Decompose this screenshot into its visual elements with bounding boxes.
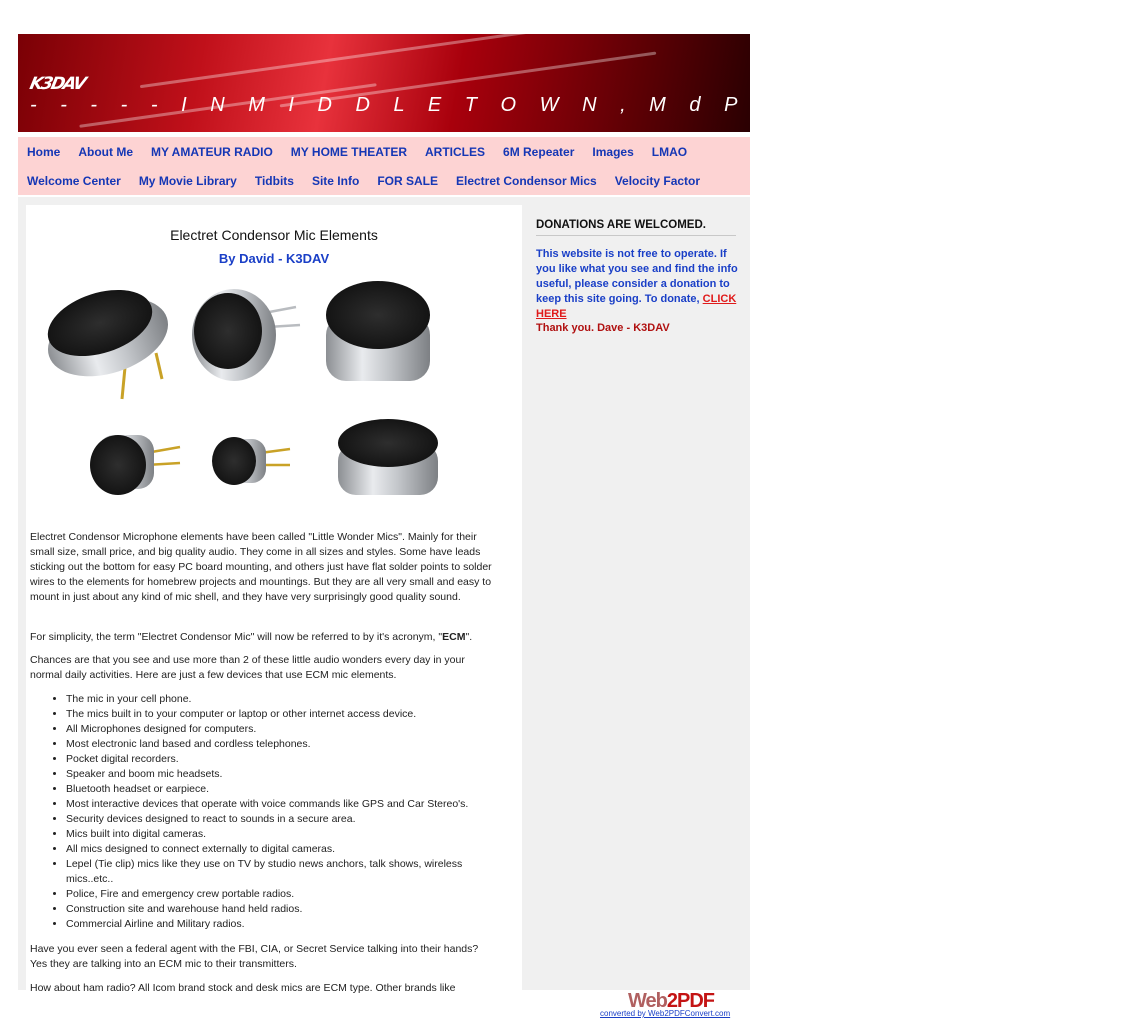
devices-intro-paragraph: Chances are that you see and use more than 2 of these little audio wonders every day in your normal daily activities. Here are just a few devices that use ECM mic elements. xyxy=(30,654,465,681)
list-item: • Pocket digital recorders. xyxy=(66,752,496,767)
nav-link-velocity-factor[interactable]: Velocity Factor xyxy=(614,173,701,188)
nav-link-site-info[interactable]: Site Info xyxy=(311,173,360,188)
nav-link-images[interactable]: Images xyxy=(592,144,634,159)
mic-elements-photo xyxy=(38,275,498,515)
list-item: • Construction site and warehouse hand held radios. xyxy=(66,902,496,917)
donations-heading: DONATIONS ARE WELCOMED. xyxy=(536,219,736,236)
sidebar xyxy=(536,205,748,990)
main-navigation xyxy=(18,137,750,195)
list-item: • Security devices designed to react to sounds in a secure area. xyxy=(66,812,496,827)
nav-link-home[interactable]: Home xyxy=(27,144,61,159)
acronym-paragraph xyxy=(30,630,494,645)
list-item: • Speaker and boom mic headsets. xyxy=(66,767,496,782)
list-item: • Mics built into digital cameras. xyxy=(66,827,496,842)
web2pdf-logo-web: Web xyxy=(628,990,667,1012)
web2pdf-logo-pdf: 2PDF xyxy=(666,990,714,1012)
device-list xyxy=(66,692,496,932)
list-item: • Most electronic land based and cordless telephones. xyxy=(66,737,496,752)
nav-link-about-me[interactable]: About Me xyxy=(78,144,133,159)
list-item: • The mics built in to your computer or laptop or other internet access device. xyxy=(66,707,496,722)
article-byline: By David - K3DAV xyxy=(218,251,330,266)
nav-link-welcome-center[interactable]: Welcome Center xyxy=(27,173,121,188)
list-item: • Police, Fire and emergency crew portable radios. xyxy=(66,887,496,902)
ham-radio-paragraph: How about ham radio? All Icom brand stock and desk mics are ECM type. Other brands like xyxy=(30,982,456,994)
nav-link-electret-condensor-mics[interactable]: Electret Condensor Mics xyxy=(455,173,597,188)
nav-row-2 xyxy=(18,166,709,195)
list-item: • All mics designed to connect externally to digital cameras. xyxy=(66,842,496,857)
nav-link-for-sale[interactable]: FOR SALE xyxy=(377,173,438,188)
list-item: • All Microphones designed for computers. xyxy=(66,722,496,737)
donations-message: This website is not free to operate. If you like what you see and find the info useful, please consider a donation to keep this site going. To donate, xyxy=(536,248,738,305)
donate-link[interactable]: CLICK HERE xyxy=(536,293,737,320)
nav-link-movie-library[interactable]: My Movie Library xyxy=(138,173,237,188)
list-item: • Lepel (Tie clip) mics like they use on TV by studio news anchors, talk shows, wireless mics..etc.. xyxy=(66,857,496,887)
donations-thanks: Thank you. Dave - K3DAV xyxy=(536,322,670,334)
header-banner xyxy=(18,34,1134,132)
acronym-ecm: ECM xyxy=(442,631,466,643)
nav-link-amateur-radio[interactable]: MY AMATEUR RADIO xyxy=(151,144,273,159)
content-area xyxy=(18,197,750,994)
acronym-suffix: ". xyxy=(465,631,473,643)
nav-link-articles[interactable]: ARTICLES xyxy=(425,144,486,159)
list-item: • The mic in your cell phone. xyxy=(66,692,496,707)
list-item: • Bluetooth headset or earpiece. xyxy=(66,782,496,797)
list-item: • Most interactive devices that operate with voice commands like GPS and Car Stereo's. xyxy=(66,797,496,812)
article-title: Electret Condensor Mic Elements xyxy=(170,227,378,243)
article-column xyxy=(26,205,522,994)
nav-link-lmao[interactable]: LMAO xyxy=(651,144,688,159)
banner-tagline: - - - - - I N M I D D L E T O W N , M d P E N N - N 1 S 0 Y - L xyxy=(30,94,1134,116)
nav-row-1 xyxy=(18,137,696,166)
web2pdf-credit-link[interactable]: converted by Web2PDFConvert.com xyxy=(600,1009,731,1018)
donations-text xyxy=(536,247,746,322)
federal-agent-paragraph: Have you ever seen a federal agent with the FBI, CIA, or Secret Service talking into their hands? Yes they are talking into an ECM mic to their transmitters. xyxy=(30,943,479,970)
list-item: • Commercial Airline and Military radios. xyxy=(66,917,496,932)
site-logo[interactable]: K3DAV xyxy=(27,74,87,94)
intro-paragraph: Electret Condensor Microphone elements have been called "Little Wonder Mics". Mainly for their small size, small price, and big quality audio. They come in all sizes and styles. Some have leads sticking out the bottom for easy PC board mounting, and others just have flat solder points to solder wires to the elements for homebrew projects and mountings. But they are all very small and easy to mount in just about any kind of mic shell, and they have very surprisingly good quality sound. xyxy=(30,531,492,603)
nav-link-6m-repeater[interactable]: 6M Repeater xyxy=(503,144,575,159)
acronym-text: For simplicity, the term "Electret Condensor Mic" will now be referred to by it's acronym, " xyxy=(30,631,443,643)
nav-link-tidbits[interactable]: Tidbits xyxy=(254,173,294,188)
nav-link-home-theater[interactable]: MY HOME THEATER xyxy=(290,144,408,159)
